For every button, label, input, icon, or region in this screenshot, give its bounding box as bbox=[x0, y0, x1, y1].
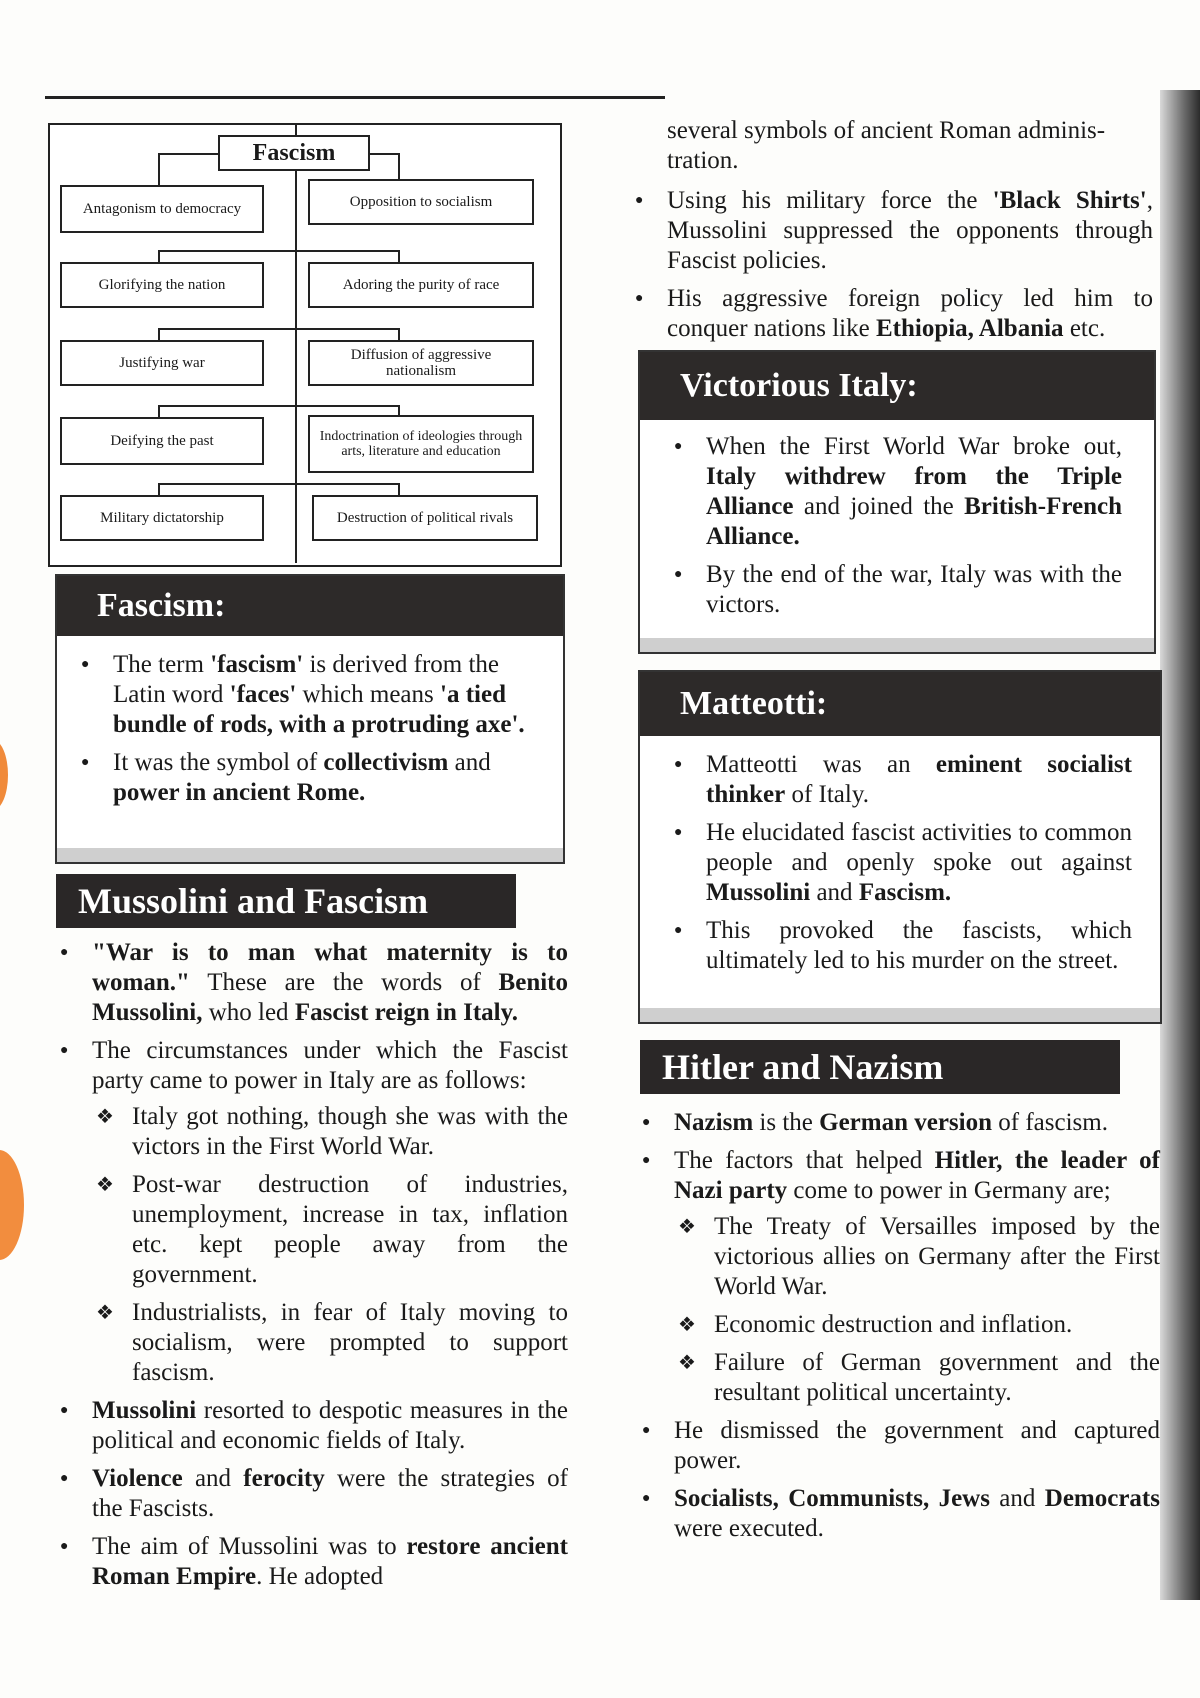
diagram-node: Military dictatorship bbox=[60, 495, 264, 541]
diagram-connector bbox=[398, 250, 400, 262]
list-item: ● Matteotti was an eminent socialist thinker of Italy. bbox=[672, 750, 1132, 810]
section-heading: Victorious Italy: bbox=[640, 352, 1154, 420]
list-item: ● The circumstances under which the Fascist party came to power in Italy are as follows: ❖ Italy got nothing, though she was with the victors in the First World War. ❖ Post-war destruction of industries, unemployment, increase in tax, inflation etc. kept people away from the government. ❖ Industrialists, in fear of Italy moving to socialism, were prompted to support fascism. bbox=[58, 1036, 568, 1388]
diagram-connector bbox=[158, 250, 398, 252]
sub-list-item: ❖ Economic destruction and inflation. bbox=[674, 1310, 1160, 1340]
list-item: ● He dismissed the government and captured power. bbox=[640, 1416, 1160, 1476]
list-item: ● The term 'fascism' is derived from the Latin word 'faces' which means 'a tied bundle of rods, with a protruding axe'. bbox=[79, 650, 539, 740]
victorious-italy-section bbox=[638, 350, 1156, 654]
list-item: ● Nazism is the German version of fascism. bbox=[640, 1108, 1160, 1138]
diagram-connector bbox=[295, 125, 297, 563]
diagram-node: Destruction of political rivals bbox=[312, 495, 538, 541]
continued-text: several symbols of ancient Roman adminis-tration. bbox=[667, 117, 1106, 174]
diagram-connector bbox=[398, 153, 400, 179]
list-item: ● The factors that helped Hitler, the leader of Nazi party come to power in Germany are; ❖ The Treaty of Versailles imposed by the victorious allies on Germany after the First World War. ❖ Economic destruction and inflation. ❖ Failure of German government and the resultant political uncertainty. bbox=[640, 1146, 1160, 1408]
diagram-node: Deifying the past bbox=[60, 417, 264, 465]
list-item: ● Using his military force the 'Black Shirts', Mussolini suppressed the opponents through Fascist policies. bbox=[633, 186, 1153, 276]
list-item: ● His aggressive foreign policy led him to conquer nations like Ethiopia, Albania etc. bbox=[633, 284, 1153, 344]
list-item: ● The aim of Mussolini was to restore ancient Roman Empire. He adopted bbox=[58, 1532, 568, 1592]
section-shade bbox=[57, 848, 563, 862]
list-item: ● When the First World War broke out, Italy withdrew from the Triple Alliance and joined the British-French Alliance. bbox=[672, 432, 1122, 552]
list-item: ● By the end of the war, Italy was with the victors. bbox=[672, 560, 1122, 620]
sub-list-item: ❖ Post-war destruction of industries, unemployment, increase in tax, inflation etc. kept people away from the government. bbox=[92, 1170, 568, 1290]
diagram-node: Adoring the purity of race bbox=[308, 262, 534, 308]
diagram-connector bbox=[158, 153, 160, 185]
diagram-connector bbox=[398, 483, 400, 495]
section-heading: Hitler and Nazism bbox=[640, 1040, 1120, 1094]
diagram-node: Antagonism to democracy bbox=[60, 185, 264, 233]
list-item: ● Violence and ferocity were the strategies of the Fascists. bbox=[58, 1464, 568, 1524]
diagram-node: Indoctrination of ideologies through arts, literature and education bbox=[308, 415, 534, 473]
sub-list-item: ❖ Industrialists, in fear of Italy moving to socialism, were prompted to support fascism. bbox=[92, 1298, 568, 1388]
list-item: ● "War is to man what maternity is to woman." These are the words of Benito Mussolini, who led Fascist reign in Italy. bbox=[58, 938, 568, 1028]
diagram-node: Opposition to socialism bbox=[308, 179, 534, 225]
page-edge-shadow bbox=[1160, 90, 1200, 1600]
diagram-title: Fascism bbox=[218, 135, 370, 171]
list-item: ● Mussolini resorted to despotic measures in the political and economic fields of Italy. bbox=[58, 1396, 568, 1456]
diagram-node: Glorifying the nation bbox=[60, 262, 264, 308]
diagram-node: Justifying war bbox=[60, 340, 264, 386]
diagram-connector bbox=[158, 405, 398, 407]
matteotti-section bbox=[638, 670, 1162, 1024]
section-shade bbox=[640, 638, 1154, 652]
top-rule bbox=[45, 96, 665, 99]
sub-list-item: ❖ Failure of German government and the resultant political uncertainty. bbox=[674, 1348, 1160, 1408]
fascism-diagram bbox=[48, 123, 562, 567]
section-heading: Matteotti: bbox=[640, 672, 1160, 736]
section-shade bbox=[640, 1008, 1160, 1022]
diagram-connector bbox=[158, 328, 398, 330]
diagram-node: Diffusion of aggressive nationalism bbox=[308, 340, 534, 386]
diagram-connector bbox=[398, 328, 400, 340]
diagram-connector bbox=[158, 405, 160, 417]
diagram-connector bbox=[158, 483, 398, 485]
diagram-connector bbox=[158, 328, 160, 340]
section-heading: Fascism: bbox=[57, 576, 563, 636]
diagram-connector bbox=[158, 483, 160, 495]
sub-list-item: ❖ The Treaty of Versailles imposed by the victorious allies on Germany after the First World War. bbox=[674, 1212, 1160, 1302]
list-item: ● This provoked the fascists, which ultimately led to his murder on the street. bbox=[672, 916, 1132, 976]
list-item: ● It was the symbol of collectivism and power in ancient Rome. bbox=[79, 748, 539, 808]
list-item: ● He elucidated fascist activities to common people and openly spoke out against Mussolini and Fascism. bbox=[672, 818, 1132, 908]
list-item: ● Socialists, Communists, Jews and Democrats were executed. bbox=[640, 1484, 1160, 1544]
fascism-section bbox=[55, 574, 565, 864]
sub-list-item: ❖ Italy got nothing, though she was with the victors in the First World War. bbox=[92, 1102, 568, 1162]
diagram-connector bbox=[158, 250, 160, 262]
section-heading: Mussolini and Fascism bbox=[56, 874, 516, 928]
